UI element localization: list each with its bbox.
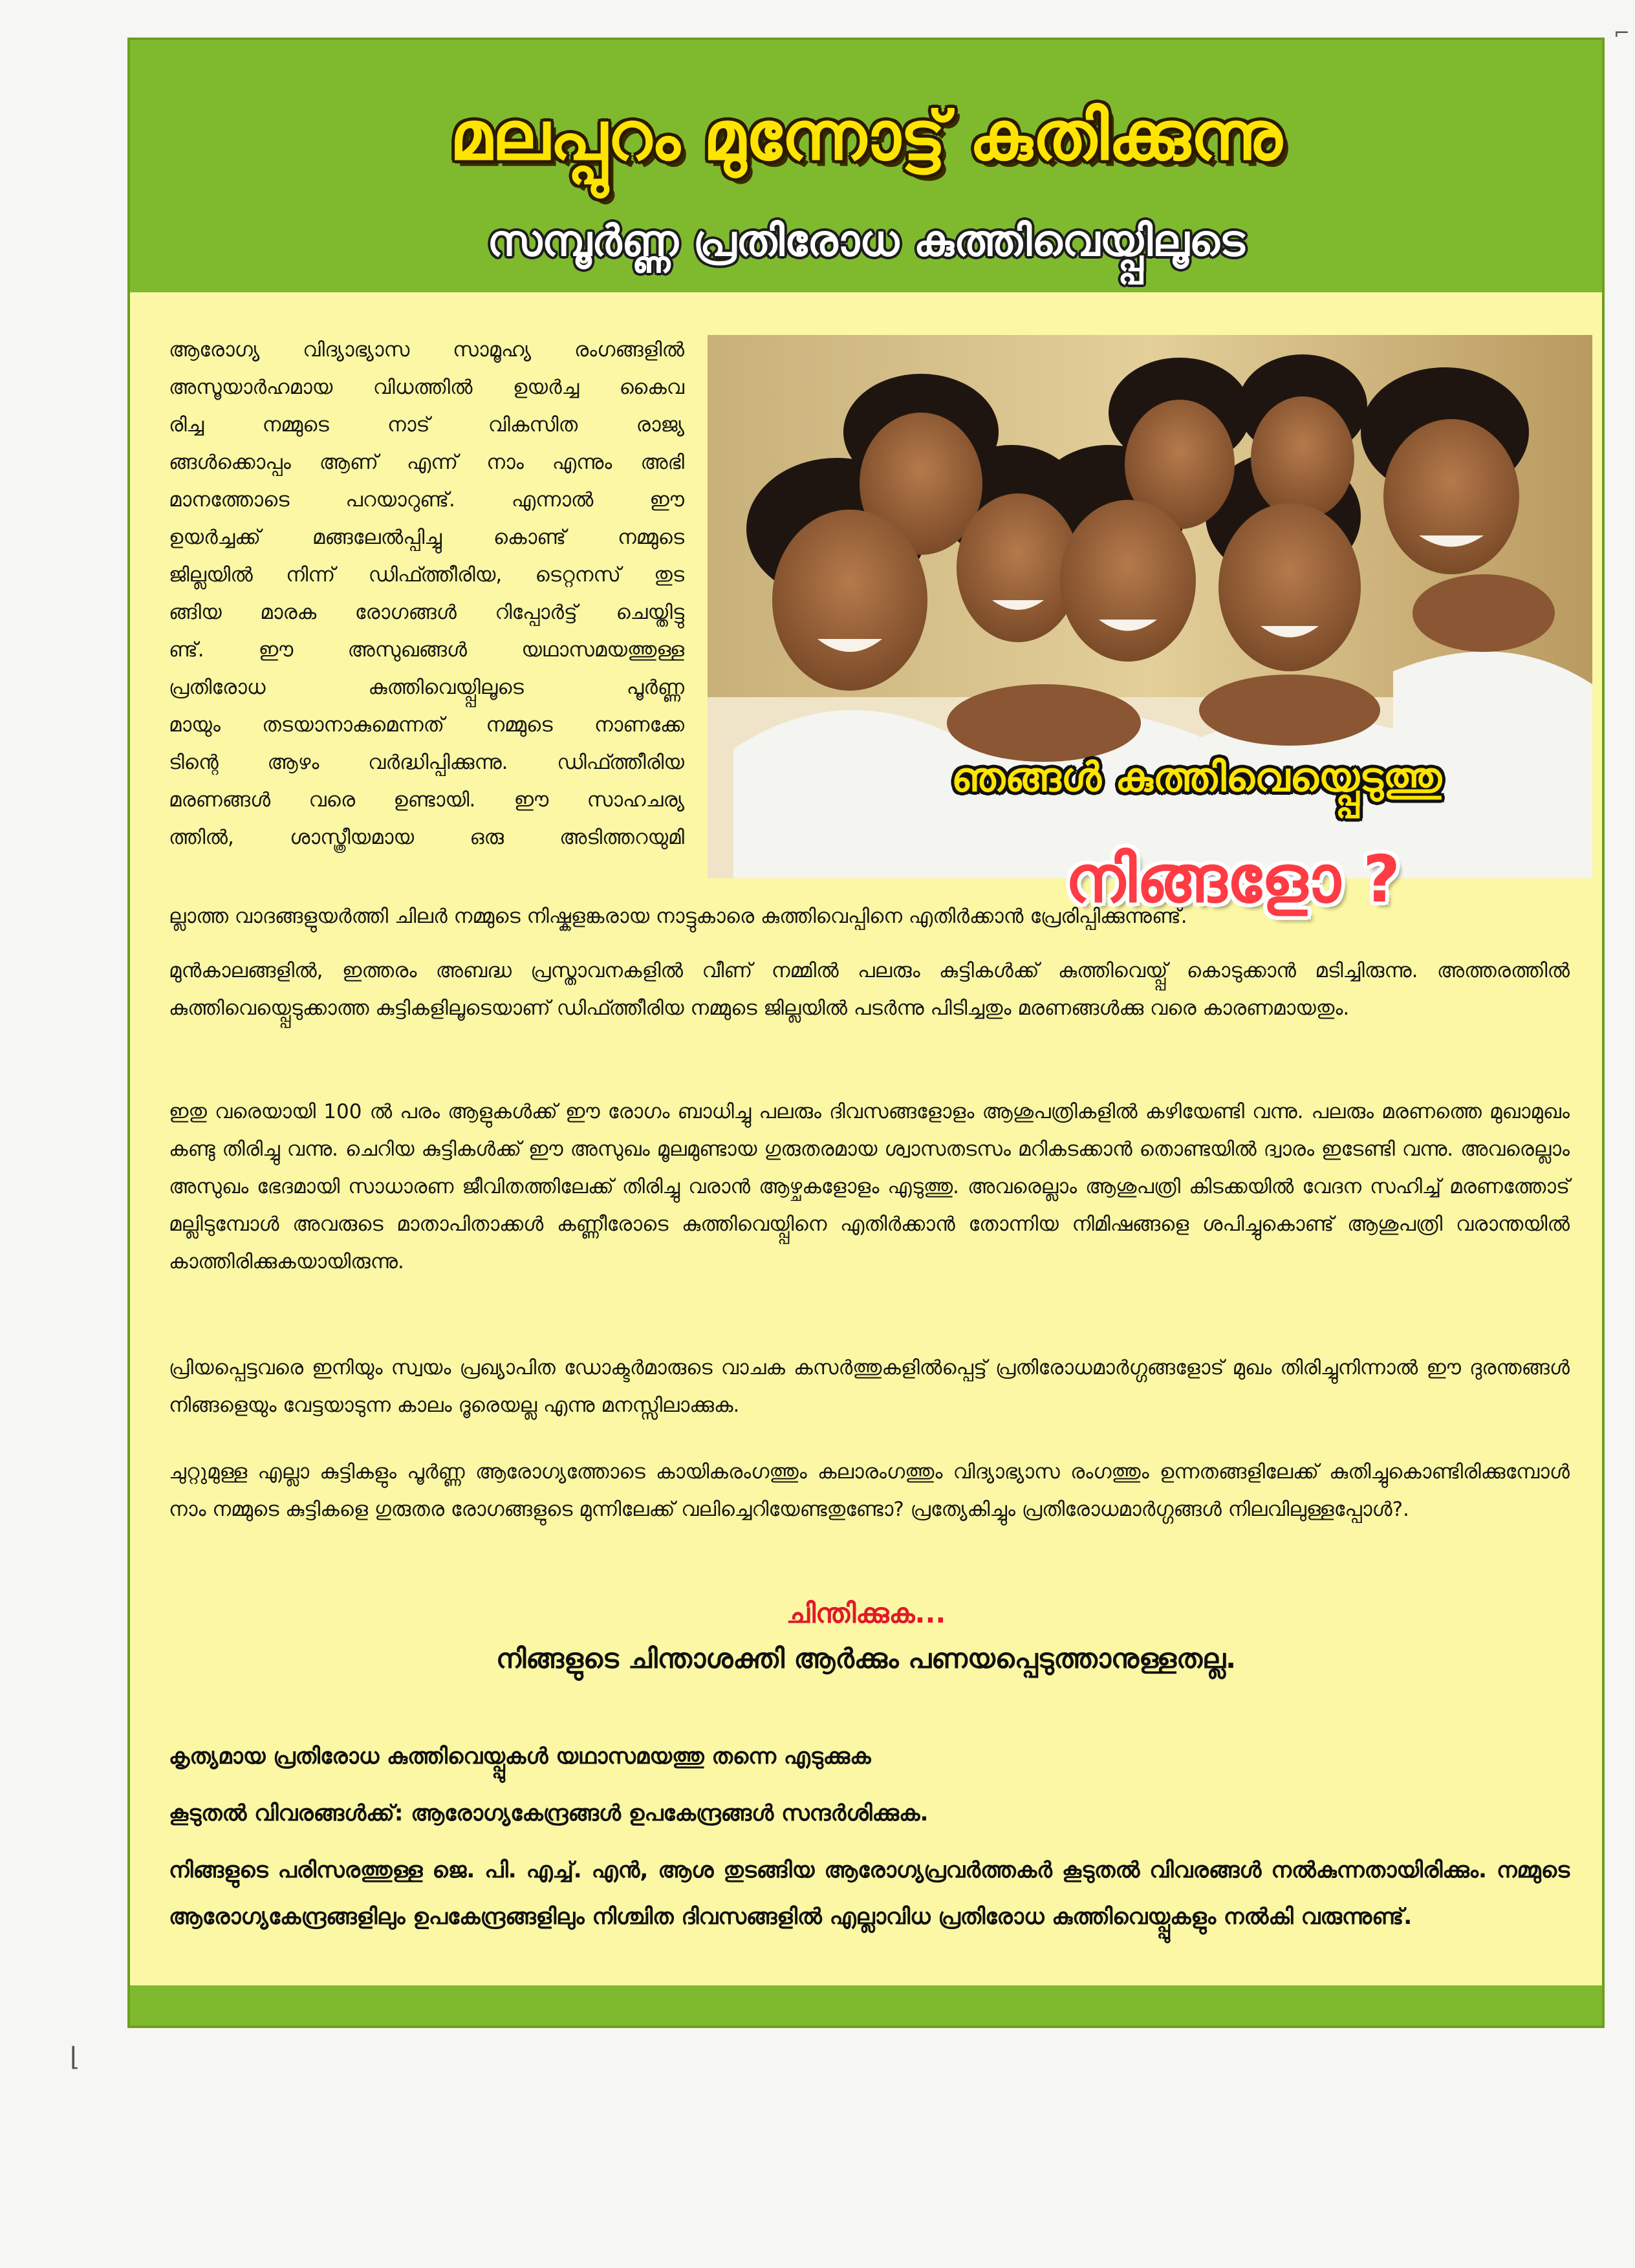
- intro-line: ത്തിൽ, ശാസ്ത്രീയമായ ഒരു അടിത്തറയുമി: [169, 826, 684, 849]
- photo-caption: ഞങ്ങൾ കുത്തിവെയ്പ്പെടുത്തു: [951, 753, 1442, 801]
- intro-line: ഉയർച്ചക്ക് മങ്ങലേൽപ്പിച്ചു കൊണ്ട് നമ്മുടെ: [169, 526, 684, 549]
- think-subheading: നിങ്ങളുടെ ചിന്താശക്തി ആർക്കും പണയപ്പെടുത്താനുള്ളതല്ല.: [495, 1643, 1237, 1674]
- body-paragraph-4: പ്രിയപ്പെട്ടവരെ ഇനിയും സ്വയം പ്രഖ്യാപിത ഡോക്ടർമാരുടെ വാചക കസർത്തുകളിൽപ്പെട്ട് പ്രതിരോധമാർഗ്ഗങ്ങളോട് മുഖം തിരിച്ചുനിന്നാൽ ഈ ദുരന്തങ്ങൾ നിങ്ങളെയും വേട്ടയാടുന്ന കാലം ദൂരെയല്ല എന്നു മനസ്സിലാക്കുക.: [169, 1356, 1570, 1417]
- intro-line: മരണങ്ങൾ വരെ ഉണ്ടായി. ഈ സാഹചര്യ: [169, 788, 684, 812]
- page-corner-mark: ⌐: [1614, 22, 1630, 45]
- intro-line: രിച്ച നമ്മുടെ നാട് വികസിത രാജ്യ: [169, 413, 684, 437]
- poster-footer-bar: [130, 1985, 1602, 2025]
- intro-line: ടിന്റെ ആഴം വർദ്ധിപ്പിക്കുന്നു. ഡിഫ്ത്തീരിയ: [169, 751, 684, 774]
- vaccination-poster: [127, 38, 1605, 2028]
- intro-line: ണ്ട്. ഈ അസുഖങ്ങൾ യഥാസമയത്തുള്ള: [169, 638, 684, 662]
- poster-subheadline: സമ്പൂർണ്ണ പ്രതിരോധ കുത്തിവെയ്പ്പിലൂടെ: [487, 216, 1245, 266]
- body-paragraph-2: മുൻകാലങ്ങളിൽ, ഇത്തരം അബദ്ധ പ്രസ്താവനകളിൽ വീണ് നമ്മിൽ പലരും കുട്ടികൾക്ക് കുത്തിവെയ്പ്പ് കൊടുക്കാൻ മടിച്ചിരുന്നു. അത്തരത്തിൽ കുത്തിവെയ്പ്പെടുക്കാത്ത കുട്ടികളിലൂടെയാണ് ഡിഫ്ത്തീരിയ നമ്മുടെ ജില്ലയിൽ പടർന്നു പിടിച്ചതും മരണങ്ങൾക്കു വരെ കാരണമായതും.: [169, 959, 1570, 1020]
- action-item-2: കൂടുതൽ വിവരങ്ങൾക്ക്: ആരോഗ്യകേന്ദ്രങ്ങൾ ഉപകേന്ദ്രങ്ങൾ സന്ദർശിക്കുക.: [169, 1800, 929, 1826]
- poster-headline: മലപ്പുറം മുന്നോട്ട് കുതിക്കുന്നു: [449, 96, 1283, 175]
- intro-line: മായും തടയാനാകുമെന്നത് നമ്മുടെ നാണക്കേ: [169, 713, 684, 737]
- intro-line: മാനത്തോടെ പറയാറുണ്ട്. എന്നാൽ ഈ: [169, 488, 684, 512]
- intro-line: ആരോഗ്യ വിദ്യാഭ്യാസ സാമൂഹ്യ രംഗങ്ങളിൽ: [169, 338, 684, 362]
- body-paragraph-3: ഇതു വരെയായി 100 ൽ പരം ആളുകൾക്ക് ഈ രോഗം ബാധിച്ചു പലരും ദിവസങ്ങളോളം ആശുപത്രികളിൽ കഴിയേണ്ടി വന്നു. പലരും മരണത്തെ മുഖാമുഖം കണ്ടു തിരിച്ചു വന്നു. ചെറിയ കുട്ടികൾക്ക് ഈ അസുഖം മൂലമുണ്ടായ ഗുരുതരമായ ശ്വാസതടസം മറികടക്കാൻ തൊണ്ടയിൽ ദ്വാരം ഇടേണ്ടി വന്നു. അവരെല്ലാം അസുഖം ഭേദമായി സാധാരണ ജീവിതത്തിലേക്ക് തിരിച്ചു വരാൻ ആഴ്ചകളോളം എടുത്തു. അവരെല്ലാം ആശുപത്രി കിടക്കയിൽ വേദന സഹിച്ച് മരണത്തോട് മല്ലിടുമ്പോൾ അവരുടെ മാതാപിതാക്കൾ കണ്ണീരോടെ കുത്തിവെയ്പ്പിനെ എതിർക്കാൻ തോന്നിയ നിമിഷങ്ങളെ ശപിച്ചുകൊണ്ട് ആശുപത്രി വരാന്തയിൽ കാത്തിരിക്കുകയായിരുന്നു.: [169, 1100, 1570, 1273]
- intro-column: [169, 331, 684, 856]
- action-item-1: കൃത്യമായ പ്രതിരോധ കുത്തിവെയ്പ്പുകൾ യഥാസമയത്തു തന്നെ എടുക്കുക: [169, 1744, 871, 1769]
- photo-question: നിങ്ങളോ ?: [1065, 841, 1401, 917]
- intro-line: ജില്ലയിൽ നിന്ന് ഡിഫ്ത്തീരിയ, ടെറ്റനസ് തുട: [169, 563, 684, 587]
- intro-line: അസൂയാർഹമായ വിധത്തിൽ ഉയർച്ച കൈവ: [169, 376, 684, 399]
- intro-line: പ്രതിരോധ കുത്തിവെയ്പ്പിലൂടെ പൂർണ്ണ: [169, 676, 684, 699]
- intro-tail-paragraph: ല്ലാത്ത വാദങ്ങളുയർത്തി ചിലർ നമ്മുടെ നിഷ്കളങ്കരായ നാട്ടുകാരെ കുത്തിവെപ്പിനെ എതിർക്കാൻ പ്രേരിപ്പിക്കുന്നുണ്ട്.: [169, 905, 1187, 928]
- body-paragraph-5: ചുറ്റുമുള്ള എല്ലാ കുട്ടികളും പൂർണ്ണ ആരോഗ്യത്തോടെ കായികരംഗത്തും കലാരംഗത്തും വിദ്യാഭ്യാസ രംഗത്തും ഉന്നതങ്ങളിലേക്ക് കുതിച്ചുകൊണ്ടിരിക്കുമ്പോൾ നാം നമ്മുടെ കുട്ടികളെ ഗുരുതര രോഗങ്ങളുടെ മുന്നിലേക്ക് വലിച്ചെറിയേണ്ടതുണ്ടോ? പ്രത്യേകിച്ചും പ്രതിരോധമാർഗ്ഗങ്ങൾ നിലവിലുള്ളപ്പോൾ?.: [169, 1460, 1570, 1521]
- intro-line: ങ്ങൾക്കൊപ്പം ആണ് എന്ന് നാം എന്നും അഭി: [169, 451, 684, 474]
- intro-line: ങ്ങിയ മാരക രോഗങ്ങൾ റിപ്പോർട്ട് ചെയ്തിട്ടു: [169, 601, 684, 624]
- action-item-3: നിങ്ങളുടെ പരിസരത്തുള്ള ജെ. പി. എച്ച്. എൻ, ആശ തുടങ്ങിയ ആരോഗ്യപ്രവർത്തകർ കൂടുതൽ വിവരങ്ങൾ നൽകുന്നതായിരിക്കും. നമ്മുടെ ആരോഗ്യകേന്ദ്രങ്ങളിലും ഉപകേന്ദ്രങ്ങളിലും നിശ്ചിത ദിവസങ്ങളിൽ എല്ലാവിധ പ്രതിരോധ കുത്തിവെയ്പ്പുകളും നൽകി വരുന്നുണ്ട്.: [169, 1857, 1570, 1930]
- page-margin-mark: ⌊: [70, 2042, 80, 2072]
- poster-header: [130, 40, 1602, 292]
- think-heading: ചിന്തിക്കുക...: [786, 1597, 946, 1629]
